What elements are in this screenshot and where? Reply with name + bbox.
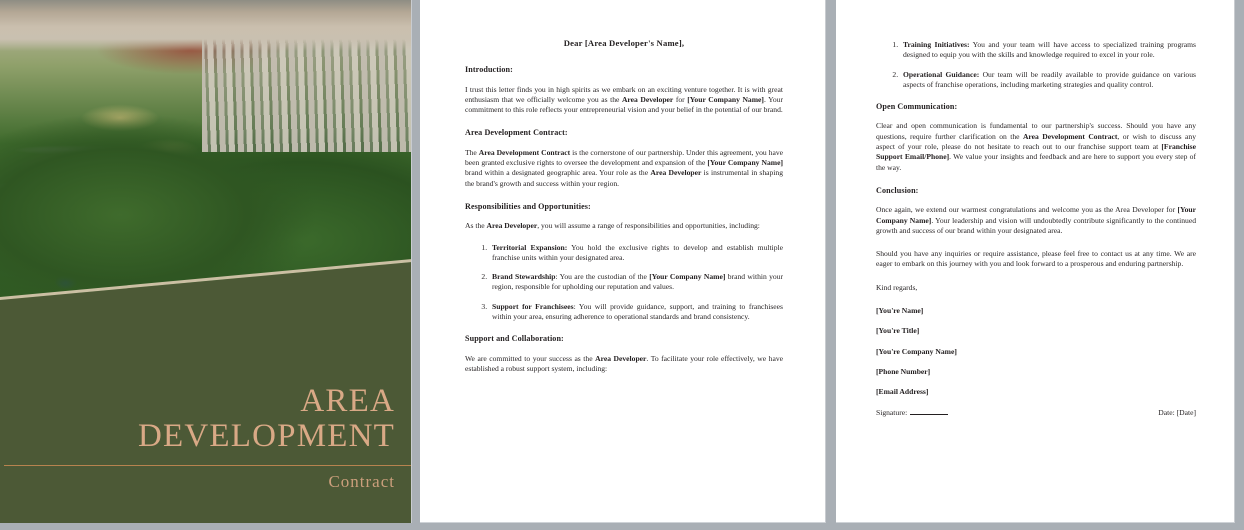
list-item: 3. Support for Franchisees: You will provide guidance, support, and training to franchisees within your area, ensuring adherence to operational standards and brand consistency. (489, 302, 783, 323)
signature-field[interactable] (876, 408, 948, 418)
cover-title-line-2: DEVELOPMENT (137, 418, 395, 454)
paragraph-support-and-collaboration: We are committed to your success as the Area Developer. To facilitate your role effectively, we have established a robust support system, including: (465, 353, 783, 373)
responsibilities-list (465, 243, 783, 323)
signer-company: [You're Company Name] (876, 346, 957, 356)
cover-background (0, 0, 411, 523)
heading-open-communication: Open Communication: (876, 102, 958, 112)
support-items-list (876, 40, 1196, 90)
paragraph-conclusion-2: Should you have any inquiries or require assistance, please feel free to contact us at any time. We are eager to embark on this journey with you and look forward to a prosperous and enduring partnership. (876, 249, 1196, 269)
page-2-content (465, 38, 783, 387)
paragraph-area-development-contract: The Area Development Contract is the cornerstone of our partnership. Under this agreement, you have been granted exclusive rights to oversee the development and expansion of the [Your Company Name] brand within a designated geographic area. Your role as the Area Developer is instrumental in shaping the brand's growth and success within your region. (465, 147, 784, 188)
list-item: 1. Training Initiatives: You and your team will have access to specialized training programs designed to equip you with the skills and knowledge required to excel in your role. (900, 40, 1196, 61)
signer-email: [Email Address] (876, 387, 929, 397)
list-item: 2. Operational Guidance: Our team will be readily available to provide guidance on various aspects of franchise operations, including marketing strategies and quality control. (900, 70, 1196, 91)
signature-row (876, 408, 1196, 418)
signature-label: Signature: (876, 407, 908, 417)
signer-title: [You're Title] (876, 326, 920, 336)
document-page-2 (420, 0, 826, 523)
cover-subtitle: Contract (328, 472, 395, 491)
cover-title-block (15, 384, 395, 454)
heading-support-and-collaboration: Support and Collaboration: (465, 334, 564, 344)
paragraph-open-communication: Clear and open communication is fundamental to our partnership's success. Should you have any questions, require further clarification on the Area Development Contract, or wish to discuss any aspect of your role, please do not hesitate to reach out to our franchise support team at [Franchise Support Email/Phone]. We value your insights and feedback and are here to support you every step of the way. (876, 121, 1196, 172)
aerial-resort-photo (0, 0, 412, 300)
cover-divider-rule (4, 465, 411, 466)
paragraph-responsibilities-intro: As the Area Developer, you will assume a range of responsibilities and opportunities, including: (465, 221, 760, 231)
document-page-3 (836, 0, 1235, 523)
list-item: 2. Brand Stewardship: You are the custodian of the [Your Company Name] brand within your region, responsible for upholding our reputation and values. (489, 272, 783, 293)
heading-introduction: Introduction: (465, 65, 513, 75)
closing-line: Kind regards, (876, 282, 918, 292)
cover-page (0, 0, 412, 523)
signoff-block (876, 283, 1196, 418)
cover-title-line-1: AREA (300, 383, 395, 419)
list-item: 1. Territorial Expansion: You hold the exclusive rights to develop and establish multiple franchise units within your designated area. (489, 243, 783, 264)
signer-name: [You're Name] (876, 306, 924, 316)
paragraph-conclusion-1: Once again, we extend our warmest congratulations and welcome you as the Area Developer for [Your Company Name]. Your leadership and vision will undoubtedly contribute significantly to the continued growth and success of our brand within your designated area. (876, 205, 1196, 235)
heading-conclusion: Conclusion: (876, 185, 919, 195)
salutation: Dear [Area Developer's Name], (563, 38, 685, 48)
signer-phone: [Phone Number] (876, 366, 931, 376)
page-3-content (876, 40, 1196, 418)
paragraph-introduction: I trust this letter finds you in high spirits as we embark on an exciting venture together. It is with great enthusiasm that we officially welcome you as the Area Developer for [Your Company Name]. Your commitment to this role reflects your entrepreneurial vision and your belief in the potential of our brand. (465, 84, 783, 115)
heading-area-development-contract: Area Development Contract: (465, 128, 568, 138)
signature-blank-line[interactable] (910, 408, 948, 415)
date-field[interactable]: Date: [Date] (1158, 407, 1196, 417)
heading-responsibilities-and-opportunities: Responsibilities and Opportunities: (465, 201, 591, 211)
